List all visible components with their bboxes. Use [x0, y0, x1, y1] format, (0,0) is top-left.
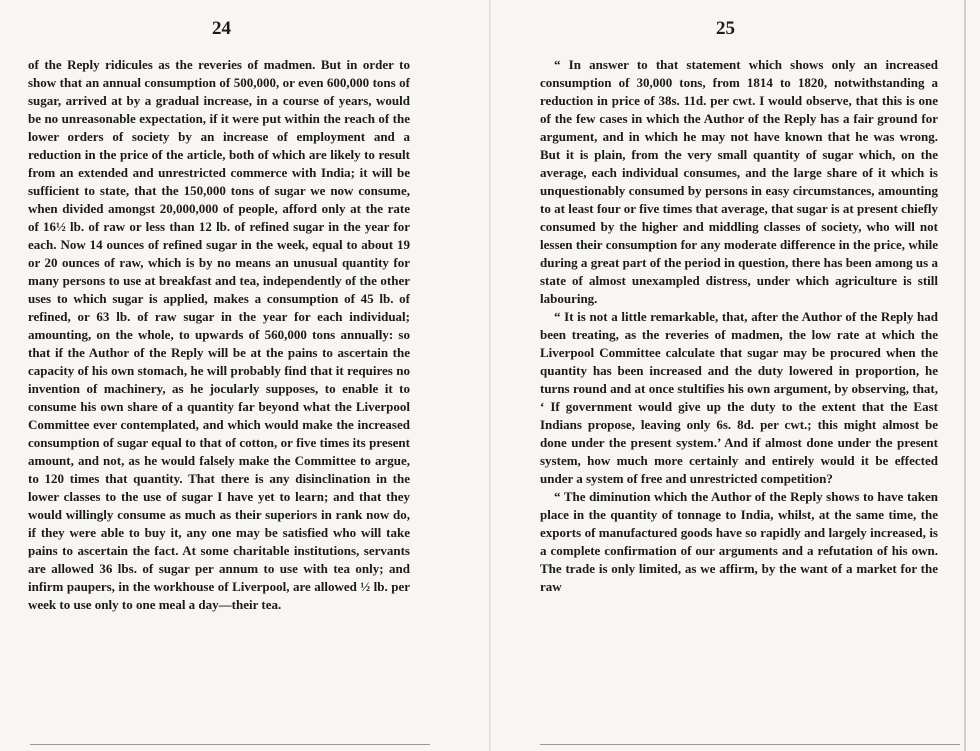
paragraph: “ The diminution which the Author of the Reply shows to have taken place in the quantity of tonnage to India, whilst, at the same time, the exports of manufactured goods have so rapidly and largely increased, is a complete confirmation of our arguments and a refutation of his own. The trade is only limited, as we affirm, by the want of a market for the raw: [540, 489, 938, 594]
footer-rule: [540, 744, 960, 745]
paragraph: “ It is not a little remarkable, that, after the Author of the Reply had been treating, as the reveries of madmen, the low rate at which the Liverpool Committee calculate that sugar may be procured when the quantity has been increased and the duty lowered in proportion, he turns round and at once stultifies his own argument, by observing, that, ‘ If government would give up the duty to the extent that the East Indians propose, leaving only 6s. 8d. per cwt.; this might almost be done under the present system.’ And if almost done under the present system, how much more certainly and entirely would it be effected under a system of free and unrestricted competition?: [540, 309, 938, 486]
paragraph: “ In answer to that statement which shows only an increased consumption of 30,000 tons, from 1814 to 1820, notwithstanding a reduction in price of 38s. 11d. per cwt. I would observe, that this is one of the few cases in which the Author of the Reply has a fair ground for argument, and in which he may not have known that he was wrong. But it is plain, from the very small quantity of sugar which, on the average, each individual consumes, and the large share of it which is unquestionably consumed by persons in easy circumstances, amounting to at least four or five times that average, that sugar is at present chiefly consumed by the higher and middling classes of society, who will not lessen their consumption for any moderate difference in the price, while during a great part of the period in question, there has been among us a state of almost unexampled distress, under which agriculture is still labouring.: [540, 57, 938, 306]
right-page-text: [540, 56, 938, 596]
footer-rule: [30, 744, 430, 745]
page-edge: [964, 0, 966, 751]
right-page: [490, 0, 980, 751]
page-number-left: 24: [212, 18, 231, 39]
left-page-text: [28, 56, 410, 614]
paragraph: of the Reply ridicules as the reveries of madmen. But in order to show that an annual consumption of 500,000, or even 600,000 tons of sugar, arrived at by a gradual increase, in a course of years, would be no unreasonable expectation, if it were put within the reach of the lower orders of society by an increase of employment and a reduction in the price of the article, both of which are likely to result from an extended and unrestricted commerce with India; it will be sufficient to state, that the 150,000 tons of sugar we now consume, when divided amongst 20,000,000 of people, afford only at the rate of 16½ lb. of raw or less than 12 lb. of refined sugar in the year for each. Now 14 ounces of refined sugar in the week, equal to about 19 or 20 ounces of raw, which is by no means an unusual quantity for many persons to use at breakfast and tea, independently of the other uses to which sugar is applied, makes a consumption of 45 lb. of refined, or 63 lb. of raw sugar in the year for each individual; amounting, on the whole, to upwards of 560,000 tons annually: so that if the Author of the Reply will be at the pains to ascertain the capacity of his own stomach, he will probably find that it requires no invention of machinery, as he jocularly supposes, to enable it to consume his own share of a quantity far beyond what the Liverpool Committee ever contemplated, and which would make the increased consumption of sugar equal to that of cotton, or five times its present amount, and not, as he would falsely make the Committee to argue, to 120 times that quantity. That there is any disinclination in the lower classes to the use of sugar I have yet to learn; and that they would willingly consume as much as their superiors in rank now do, if they were able to buy it, any one may be satisfied who will take pains to ascertain the fact. At some charitable institutions, servants are allowed 36 lbs. of sugar per annum to use with tea only; and infirm paupers, in the workhouse of Liverpool, are allowed ½ lb. per week to use only to one meal a day—their tea.: [28, 57, 410, 612]
page-number-right: 25: [716, 18, 735, 39]
